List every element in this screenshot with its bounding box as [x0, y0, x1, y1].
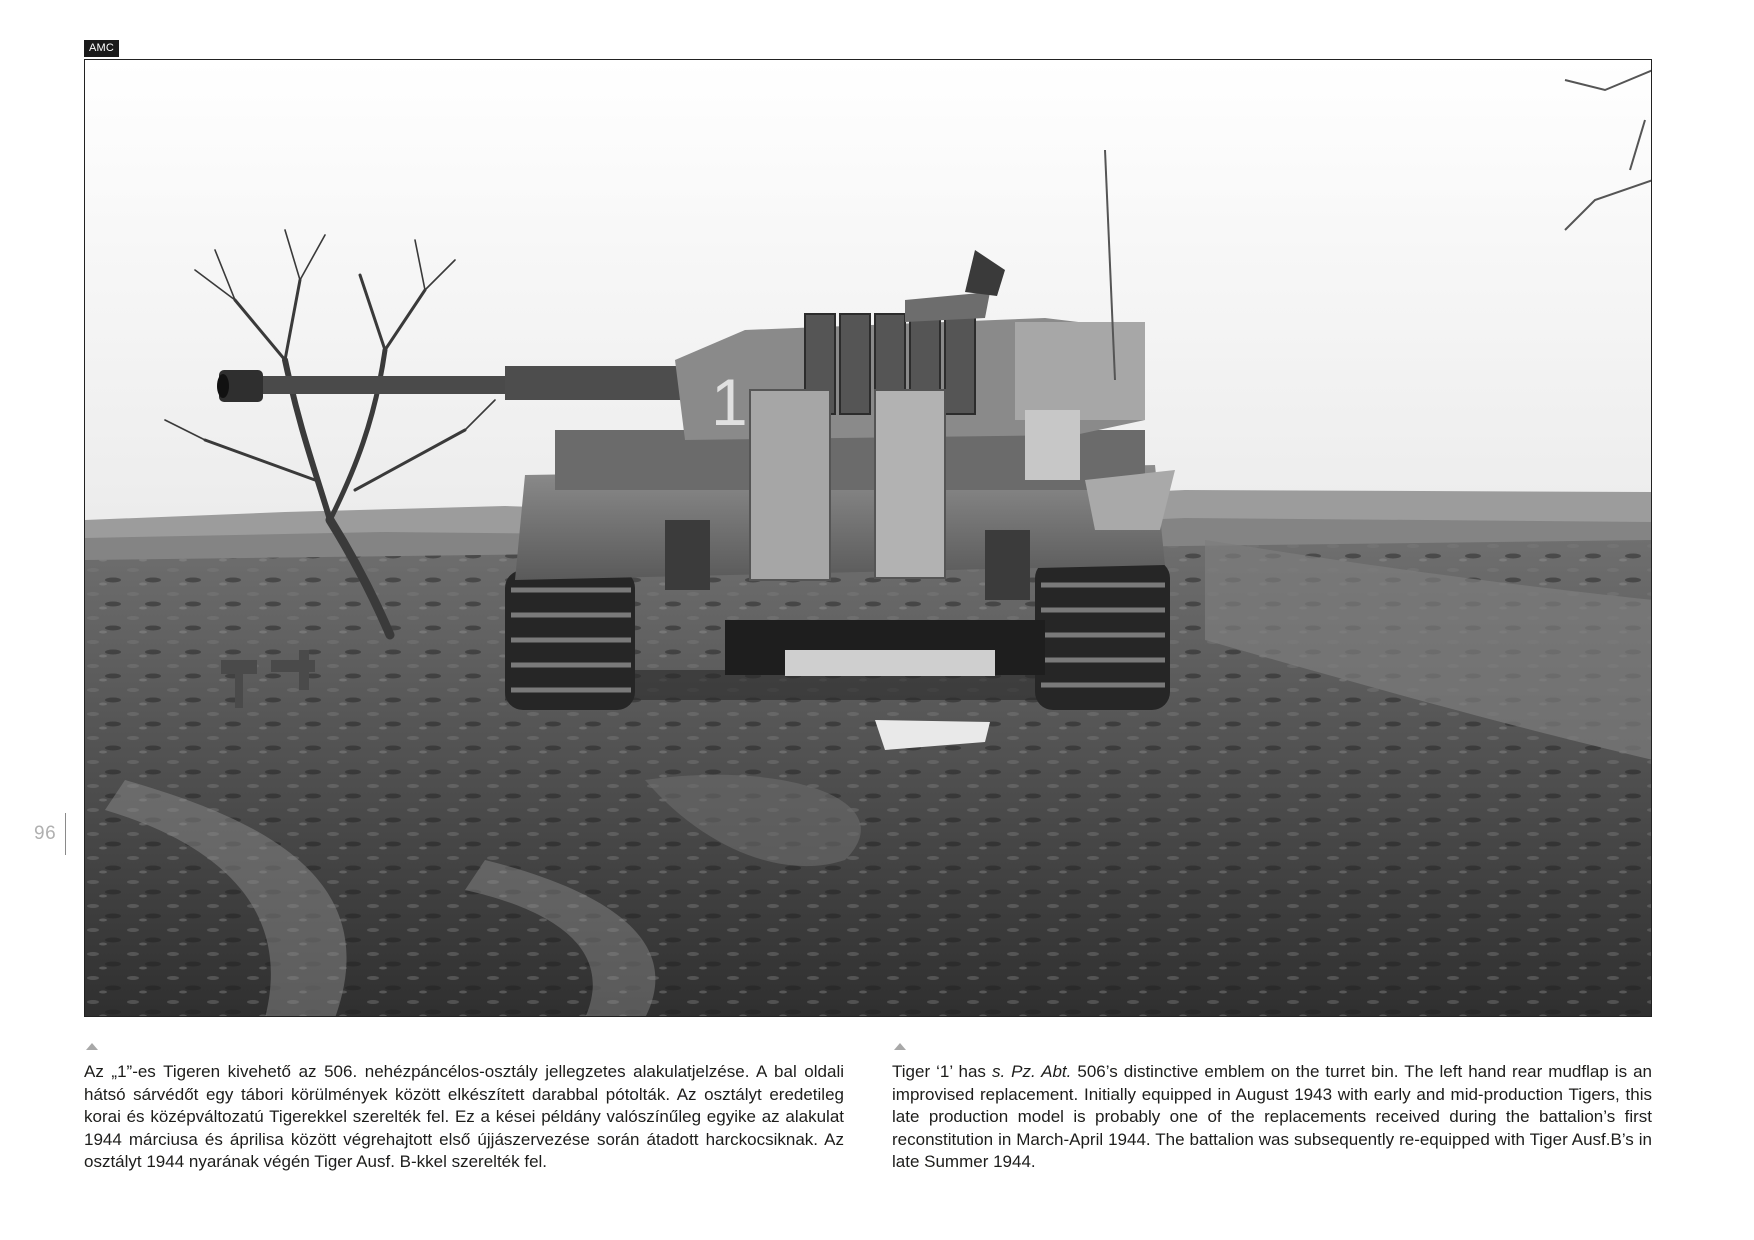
left-track: [505, 570, 635, 710]
caption-hungarian: Az „1”-es Tigeren kivehető az 506. nehézpáncélos-osztály jellegzetes alakulatjelzése. A bal oldali hátsó sárvédőt egy tábori körülmények között elkészített darabbal pótolták. Az osztályt eredetileg korai és középváltozatú Tigerekkel szerelték fel. Ez a kései példány valószínűleg egyike az alakulat 1944 márciusa és áprilisa között végrehajtott első újjászervezése során átadott harckocsiknak. Az osztályt 1944 nyarának végén Tiger Ausf. B-kkel szerelték fel.: [84, 1062, 844, 1172]
page-number: 96: [34, 823, 57, 844]
muddy-field: [85, 540, 1652, 1017]
caption-marker-english: [894, 1043, 906, 1050]
turret-number: 1: [711, 365, 748, 439]
caption-english-part1: Tiger ‘1’ has: [892, 1062, 992, 1081]
caption-marker-hungarian: [86, 1043, 98, 1050]
right-track: [1035, 560, 1170, 710]
page-number-divider: [65, 813, 66, 855]
publisher-tag: AMC: [84, 40, 119, 57]
caption-english: [892, 1061, 1652, 1174]
caption-english-unit: s. Pz. Abt.: [991, 1062, 1072, 1081]
caption-english-part2: 506’s distinctive emblem on the turret bin. The left hand rear mudflap is an improvised replacement. Initially equipped in August 1943 with early and mid-production Tigers, this late production model is probably one of the replacements received during the battalion’s first reconstitution in March-April 1944. The battalion was subsequently re-equipped with Tiger Ausf.B’s in late Summer 1944.: [892, 1062, 1652, 1172]
tank-photograph: [84, 59, 1652, 1017]
